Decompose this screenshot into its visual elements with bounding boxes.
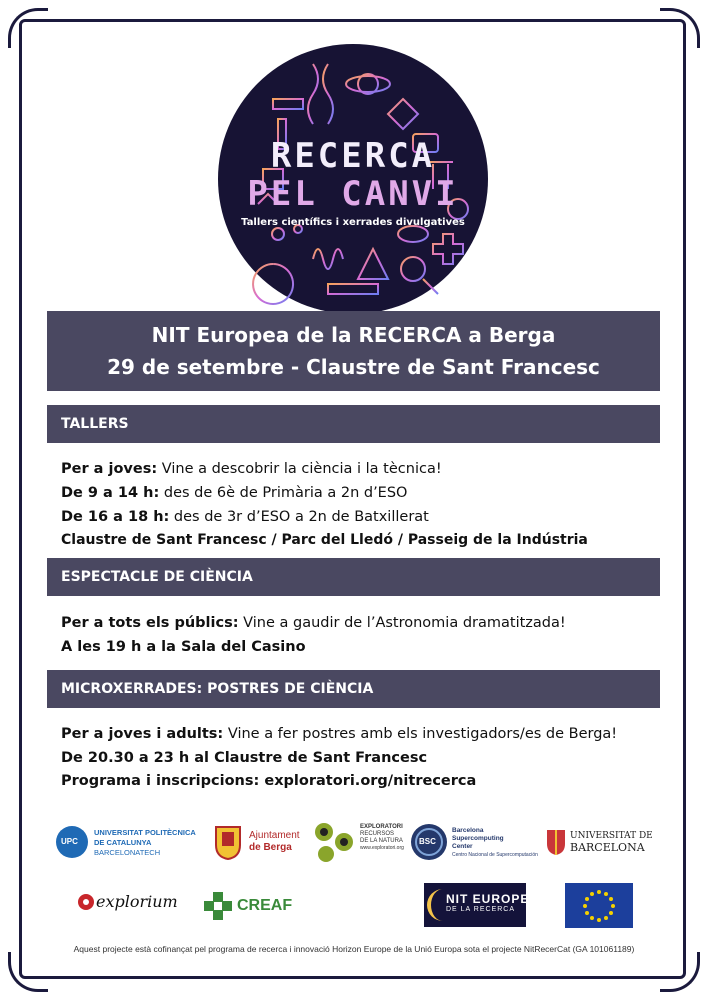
tallers-line-3-text: des de 3r d’ESO a 2n de Batxillerat — [169, 509, 429, 525]
upc-abbr: UPC — [61, 837, 78, 846]
nit-europea-logo — [424, 883, 540, 927]
exploratori-molecule-icon — [312, 820, 356, 864]
eu-stars-icon — [565, 883, 633, 928]
tallers-line-3-bold: De 16 a 18 h: — [61, 509, 170, 525]
bsc-logo — [410, 823, 540, 863]
espectacle-line-1 — [61, 611, 566, 635]
microxerrades-line-1-bold: Per a joves i adults: — [61, 726, 224, 742]
frame-corner — [8, 8, 48, 48]
exploratori-line2: RECURSOS — [360, 831, 395, 837]
berga-shield-icon — [213, 822, 243, 860]
bsc-line4: Centro Nacional de Supercomputación — [452, 852, 538, 858]
section-header-espectacle: ESPECTACLE DE CIÈNCIA — [47, 558, 660, 596]
berga-logo — [213, 822, 303, 862]
ub-logo — [546, 828, 656, 860]
exploratori-line3: DE LA NATURA — [360, 838, 403, 844]
espectacle-line-1-bold: Per a tots els públics: — [61, 615, 239, 631]
explorium-logo — [76, 888, 176, 918]
berga-line1: Ajuntament — [249, 830, 300, 841]
upc-line2: DE CATALUNYA — [94, 838, 152, 847]
tallers-line-3 — [61, 505, 429, 529]
espectacle-line-2 — [61, 635, 306, 659]
microxerrades-line-3 — [61, 769, 476, 793]
espectacle-line-1-text: Vine a gaudir de l’Astronomia dramatitzada! — [238, 615, 566, 631]
frame-corner — [8, 952, 48, 992]
funding-footer: Aquest projecte està cofinançat pel programa de recerca i innovació Horizon Europe de la Unió Europa sota el projecte NitRecerCat (GA 101061189) — [73, 944, 635, 954]
tallers-line-2-bold: De 9 a 14 h: — [61, 485, 160, 501]
event-date-location: 29 de setembre - Claustre de Sant Francesc — [107, 355, 600, 379]
exploratori-logo — [312, 820, 402, 864]
event-title: NIT Europea de la RECERCA a Berga — [151, 323, 556, 347]
berga-line2: de Berga — [249, 842, 292, 853]
creaf-logo — [204, 892, 294, 922]
bsc-abbr: BSC — [419, 837, 436, 846]
frame-corner — [660, 8, 700, 48]
explorium-star-icon — [76, 892, 96, 912]
hero-subtitle: Tallers científics i xerrades divulgatives — [241, 217, 465, 228]
section-header-microxerrades: MICROXERRADES: POSTRES DE CIÈNCIA — [47, 670, 660, 708]
bsc-line3: Center — [452, 843, 473, 850]
upc-line1: UNIVERSITAT POLITÈCNICA — [94, 828, 196, 837]
exploratori-line4: www.exploratori.org — [360, 845, 404, 851]
hero-logo — [218, 44, 488, 314]
event-banner — [47, 311, 660, 391]
explorium-name: explorium — [96, 892, 178, 911]
moon-icon — [427, 885, 447, 925]
microxerrades-line-1-text: Vine a fer postres amb els investigadors/es de Berga! — [223, 726, 618, 742]
hero-title-line2: PEL CANVI — [247, 174, 459, 214]
tallers-line-2 — [61, 481, 407, 505]
tallers-line-4 — [61, 528, 588, 552]
bsc-line2: Supercomputing — [452, 835, 504, 842]
frame-corner — [660, 952, 700, 992]
upc-logo — [56, 826, 206, 860]
ub-line1: UNIVERSITAT DE — [570, 831, 653, 841]
microxerrades-line-1 — [61, 722, 617, 746]
upc-line3: BARCELONATECH — [94, 848, 161, 857]
hero-title-line1: RECERCA — [270, 136, 436, 176]
creaf-leaf-icon — [204, 892, 232, 920]
tallers-line-1-text: Vine a descobrir la ciència i la tècnica! — [157, 461, 442, 477]
tallers-locations: Claustre de Sant Francesc / Parc del Lledó / Passeig de la Indústria — [61, 532, 588, 548]
program-link: Programa i inscripcions: exploratori.org/nitrecerca — [61, 773, 477, 789]
tallers-line-1-bold: Per a joves: — [61, 461, 158, 477]
ub-line2: BARCELONA — [570, 841, 645, 854]
microxerrades-time-place: De 20.30 a 23 h al Claustre de Sant Francesc — [61, 750, 428, 766]
creaf-name: CREAF — [237, 897, 293, 914]
bsc-line1: Barcelona — [452, 827, 484, 834]
nit-line2: DE LA RECERCA — [446, 906, 516, 913]
tallers-line-2-text: des de 6è de Primària a 2n d’ESO — [159, 485, 408, 501]
espectacle-time-place: A les 19 h a la Sala del Casino — [61, 639, 306, 655]
tallers-line-1 — [61, 457, 442, 481]
exploratori-line1: EXPLORATORI — [360, 824, 403, 830]
section-header-tallers: TALLERS — [47, 405, 660, 443]
nit-line1: NIT EUROPEA — [446, 892, 540, 906]
ub-shield-icon — [546, 828, 566, 856]
eu-flag-logo — [565, 883, 633, 928]
microxerrades-line-2 — [61, 746, 427, 770]
